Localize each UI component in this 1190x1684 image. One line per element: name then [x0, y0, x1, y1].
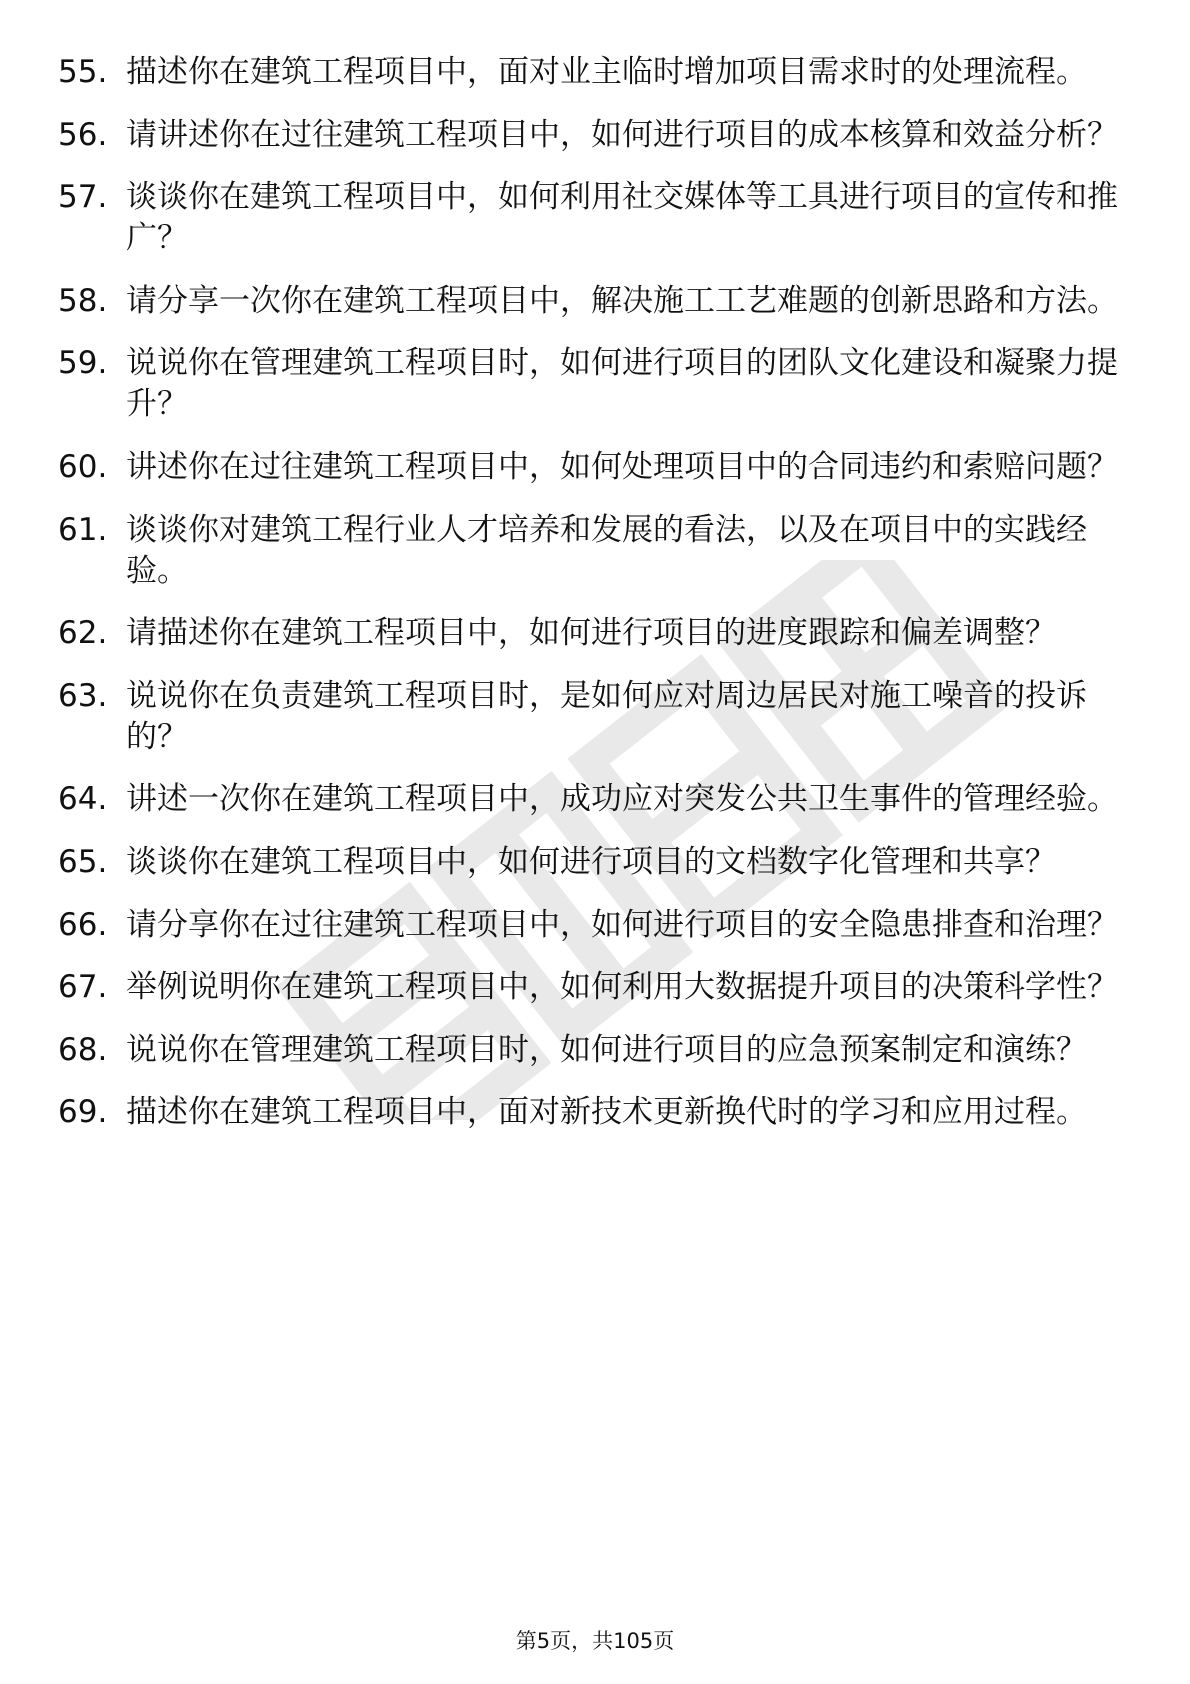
question-number: 58. — [58, 282, 108, 319]
question-text: 谈谈你在建筑工程项目中，如何利用社交媒体等工具进行项目的宣传和推广？ — [126, 179, 1118, 257]
question-item-66 — [58, 905, 1118, 946]
question-item-60 — [58, 447, 1118, 488]
question-text: 谈谈你对建筑工程行业人才培养和发展的看法，以及在项目中的实践经验。 — [126, 511, 1087, 589]
question-text: 举例说明你在建筑工程项目中，如何利用大数据提升项目的决策科学性？ — [126, 969, 1118, 1006]
question-text: 说说你在负责建筑工程项目时，是如何应对周边居民对施工噪音的投诉的？ — [126, 677, 1087, 755]
question-item-55 — [58, 52, 1118, 93]
question-text: 请分享你在过往建筑工程项目中，如何进行项目的安全隐患排查和治理？ — [126, 906, 1118, 943]
question-number: 62. — [58, 615, 108, 652]
question-text: 谈谈你在建筑工程项目中，如何进行项目的文档数字化管理和共享？ — [126, 843, 1056, 880]
question-number: 63. — [58, 677, 108, 714]
question-text: 请描述你在建筑工程项目中，如何进行项目的进度跟踪和偏差调整？ — [126, 615, 1056, 652]
question-number: 66. — [58, 906, 108, 943]
question-item-58 — [58, 281, 1118, 322]
question-item-65 — [58, 842, 1118, 883]
question-text: 请讲述你在过往建筑工程项目中，如何进行项目的成本核算和效益分析？ — [126, 116, 1118, 153]
question-item-57 — [58, 177, 1118, 259]
question-number: 61. — [58, 511, 108, 548]
question-item-68 — [58, 1030, 1118, 1071]
question-number: 55. — [58, 54, 108, 90]
question-text: 描述你在建筑工程项目中，面对业主临时增加项目需求时的处理流程。 — [126, 54, 1087, 90]
question-item-63 — [58, 676, 1118, 758]
question-item-67 — [58, 967, 1118, 1008]
question-item-61 — [58, 510, 1118, 592]
question-item-59 — [58, 343, 1118, 425]
question-item-62 — [58, 613, 1118, 654]
question-number: 65. — [58, 843, 108, 880]
question-number: 69. — [58, 1094, 108, 1131]
question-text: 说说你在管理建筑工程项目时，如何进行项目的应急预案制定和演练？ — [126, 1031, 1087, 1068]
question-item-56 — [58, 115, 1118, 156]
page-footer — [0, 1627, 1190, 1655]
question-item-69 — [58, 1092, 1118, 1133]
question-number: 68. — [58, 1031, 108, 1068]
page-number-label: 第5页，共105页 — [515, 1629, 675, 1653]
question-list — [58, 52, 1118, 1155]
question-text: 描述你在建筑工程项目中，面对新技术更新换代时的学习和应用过程。 — [126, 1094, 1087, 1131]
question-number: 57. — [58, 179, 108, 216]
question-number: 59. — [58, 345, 108, 382]
question-number: 60. — [58, 448, 108, 485]
question-text: 请分享一次你在建筑工程项目中，解决施工工艺难题的创新思路和方法。 — [126, 282, 1118, 319]
question-number: 64. — [58, 781, 108, 818]
question-text: 讲述一次你在建筑工程项目中，成功应对突发公共卫生事件的管理经验。 — [126, 781, 1118, 818]
question-number: 56. — [58, 116, 108, 153]
question-text: 讲述你在过往建筑工程项目中，如何处理项目中的合同违约和索赔问题？ — [126, 448, 1118, 485]
question-number: 67. — [58, 969, 108, 1006]
question-item-64 — [58, 779, 1118, 820]
question-text: 说说你在管理建筑工程项目时，如何进行项目的团队文化建设和凝聚力提升？ — [126, 345, 1118, 423]
